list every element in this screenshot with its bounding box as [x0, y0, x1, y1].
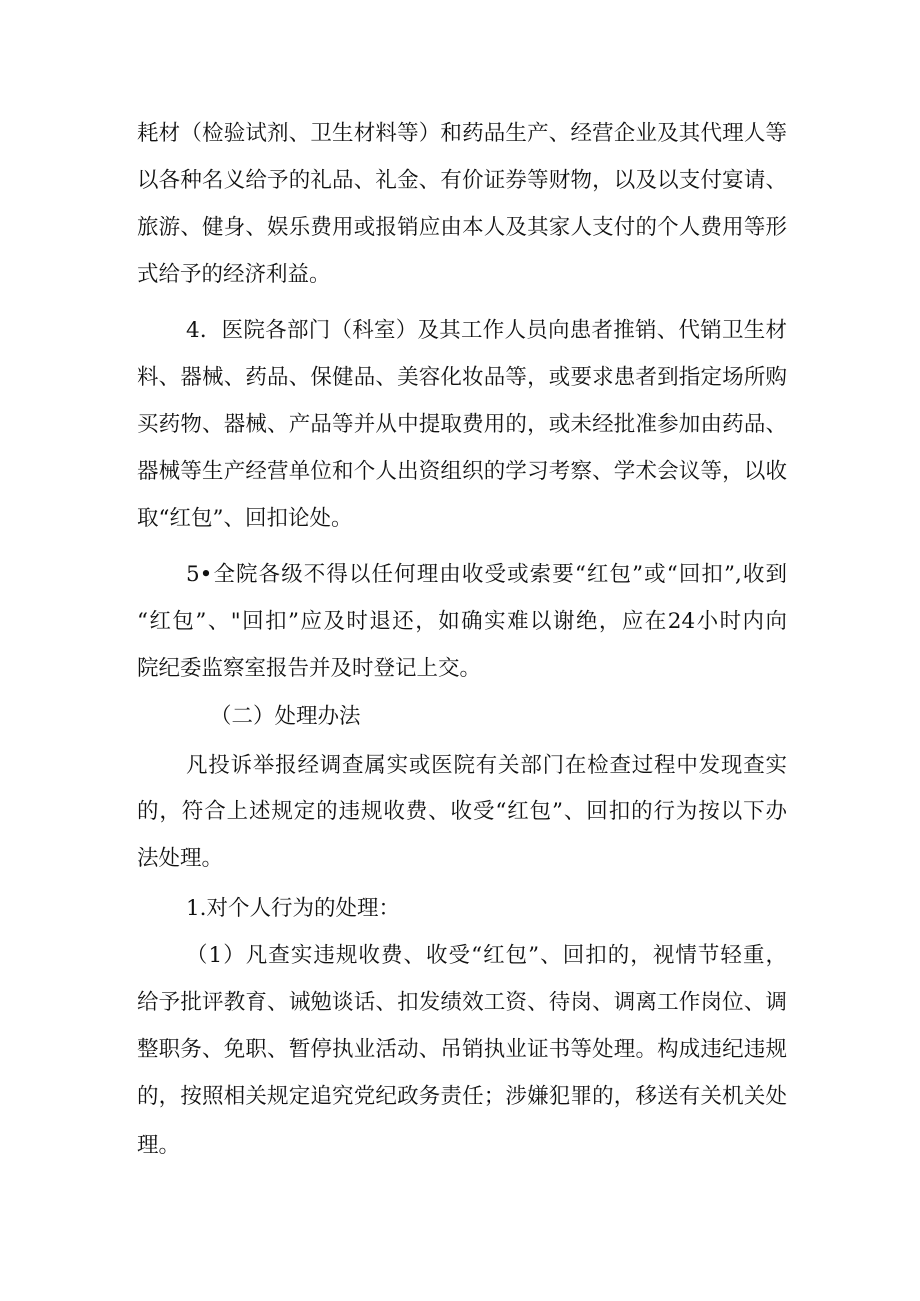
body-text-line: 取“红包”、回扣论处。: [137, 506, 353, 531]
body-text-line: 耗材（检验试剂、卫生材料等）和药品生产、经营企业及其代理人等: [137, 121, 787, 146]
body-text-line: 料、器械、药品、保健品、美容化妆品等，或要求患者到指定场所购: [137, 365, 787, 390]
subsection-heading: 1.对个人行为的处理：: [186, 896, 401, 921]
body-text-line: 整职务、免职、暂停执业活动、吊销执业证书等处理。构成违纪违规: [137, 1037, 787, 1062]
body-text-line: 的，符合上述规定的违规收费、收受“红包”、回扣的行为按以下办: [137, 799, 787, 824]
body-text-line: 的，按照相关规定追究党纪政务责任；涉嫌犯罪的，移送有关机关处: [137, 1084, 787, 1109]
body-text-line: 法处理。: [137, 846, 224, 871]
body-text-line: 理。: [137, 1133, 181, 1158]
section-heading: （二）处理办法: [210, 704, 361, 729]
body-text-line: 给予批评教育、诫勉谈话、扣发绩效工资、待岗、调离工作岗位、调: [137, 990, 787, 1015]
paragraph-first-line: （1）凡查实违规收费、收受“红包”、回扣的，视情节轻重，: [186, 943, 787, 968]
body-text-line: 以各种名义给予的礼品、礼金、有价证券等财物，以及以支付宴请、: [137, 168, 787, 193]
body-text-line: 式给予的经济利益。: [137, 262, 331, 287]
paragraph-first-line: 凡投诉举报经调查属实或医院有关部门在检查过程中发现查实: [186, 753, 787, 778]
body-text-line: “红包”、"回扣”应及时退还，如确实难以谢绝，应在24小时内向: [137, 609, 787, 634]
body-text-line: 器械等生产经营单位和个人出资组织的学习考察、学术会议等，以收: [137, 459, 787, 484]
paragraph-4-first-line: 4．医院各部门（科室）及其工作人员向患者推销、代销卫生材: [186, 318, 787, 343]
body-text-line: 旅游、健身、娱乐费用或报销应由本人及其家人支付的个人费用等形: [137, 215, 787, 240]
paragraph-5-first-line: 5•全院各级不得以任何理由收受或索要“红包”或“回扣”,收到: [186, 562, 787, 587]
body-text-line: 院纪委监察室报告并及时登记上交。: [137, 656, 482, 681]
body-text-line: 买药物、器械、产品等并从中提取费用的，或未经批准参加由药品、: [137, 412, 787, 437]
